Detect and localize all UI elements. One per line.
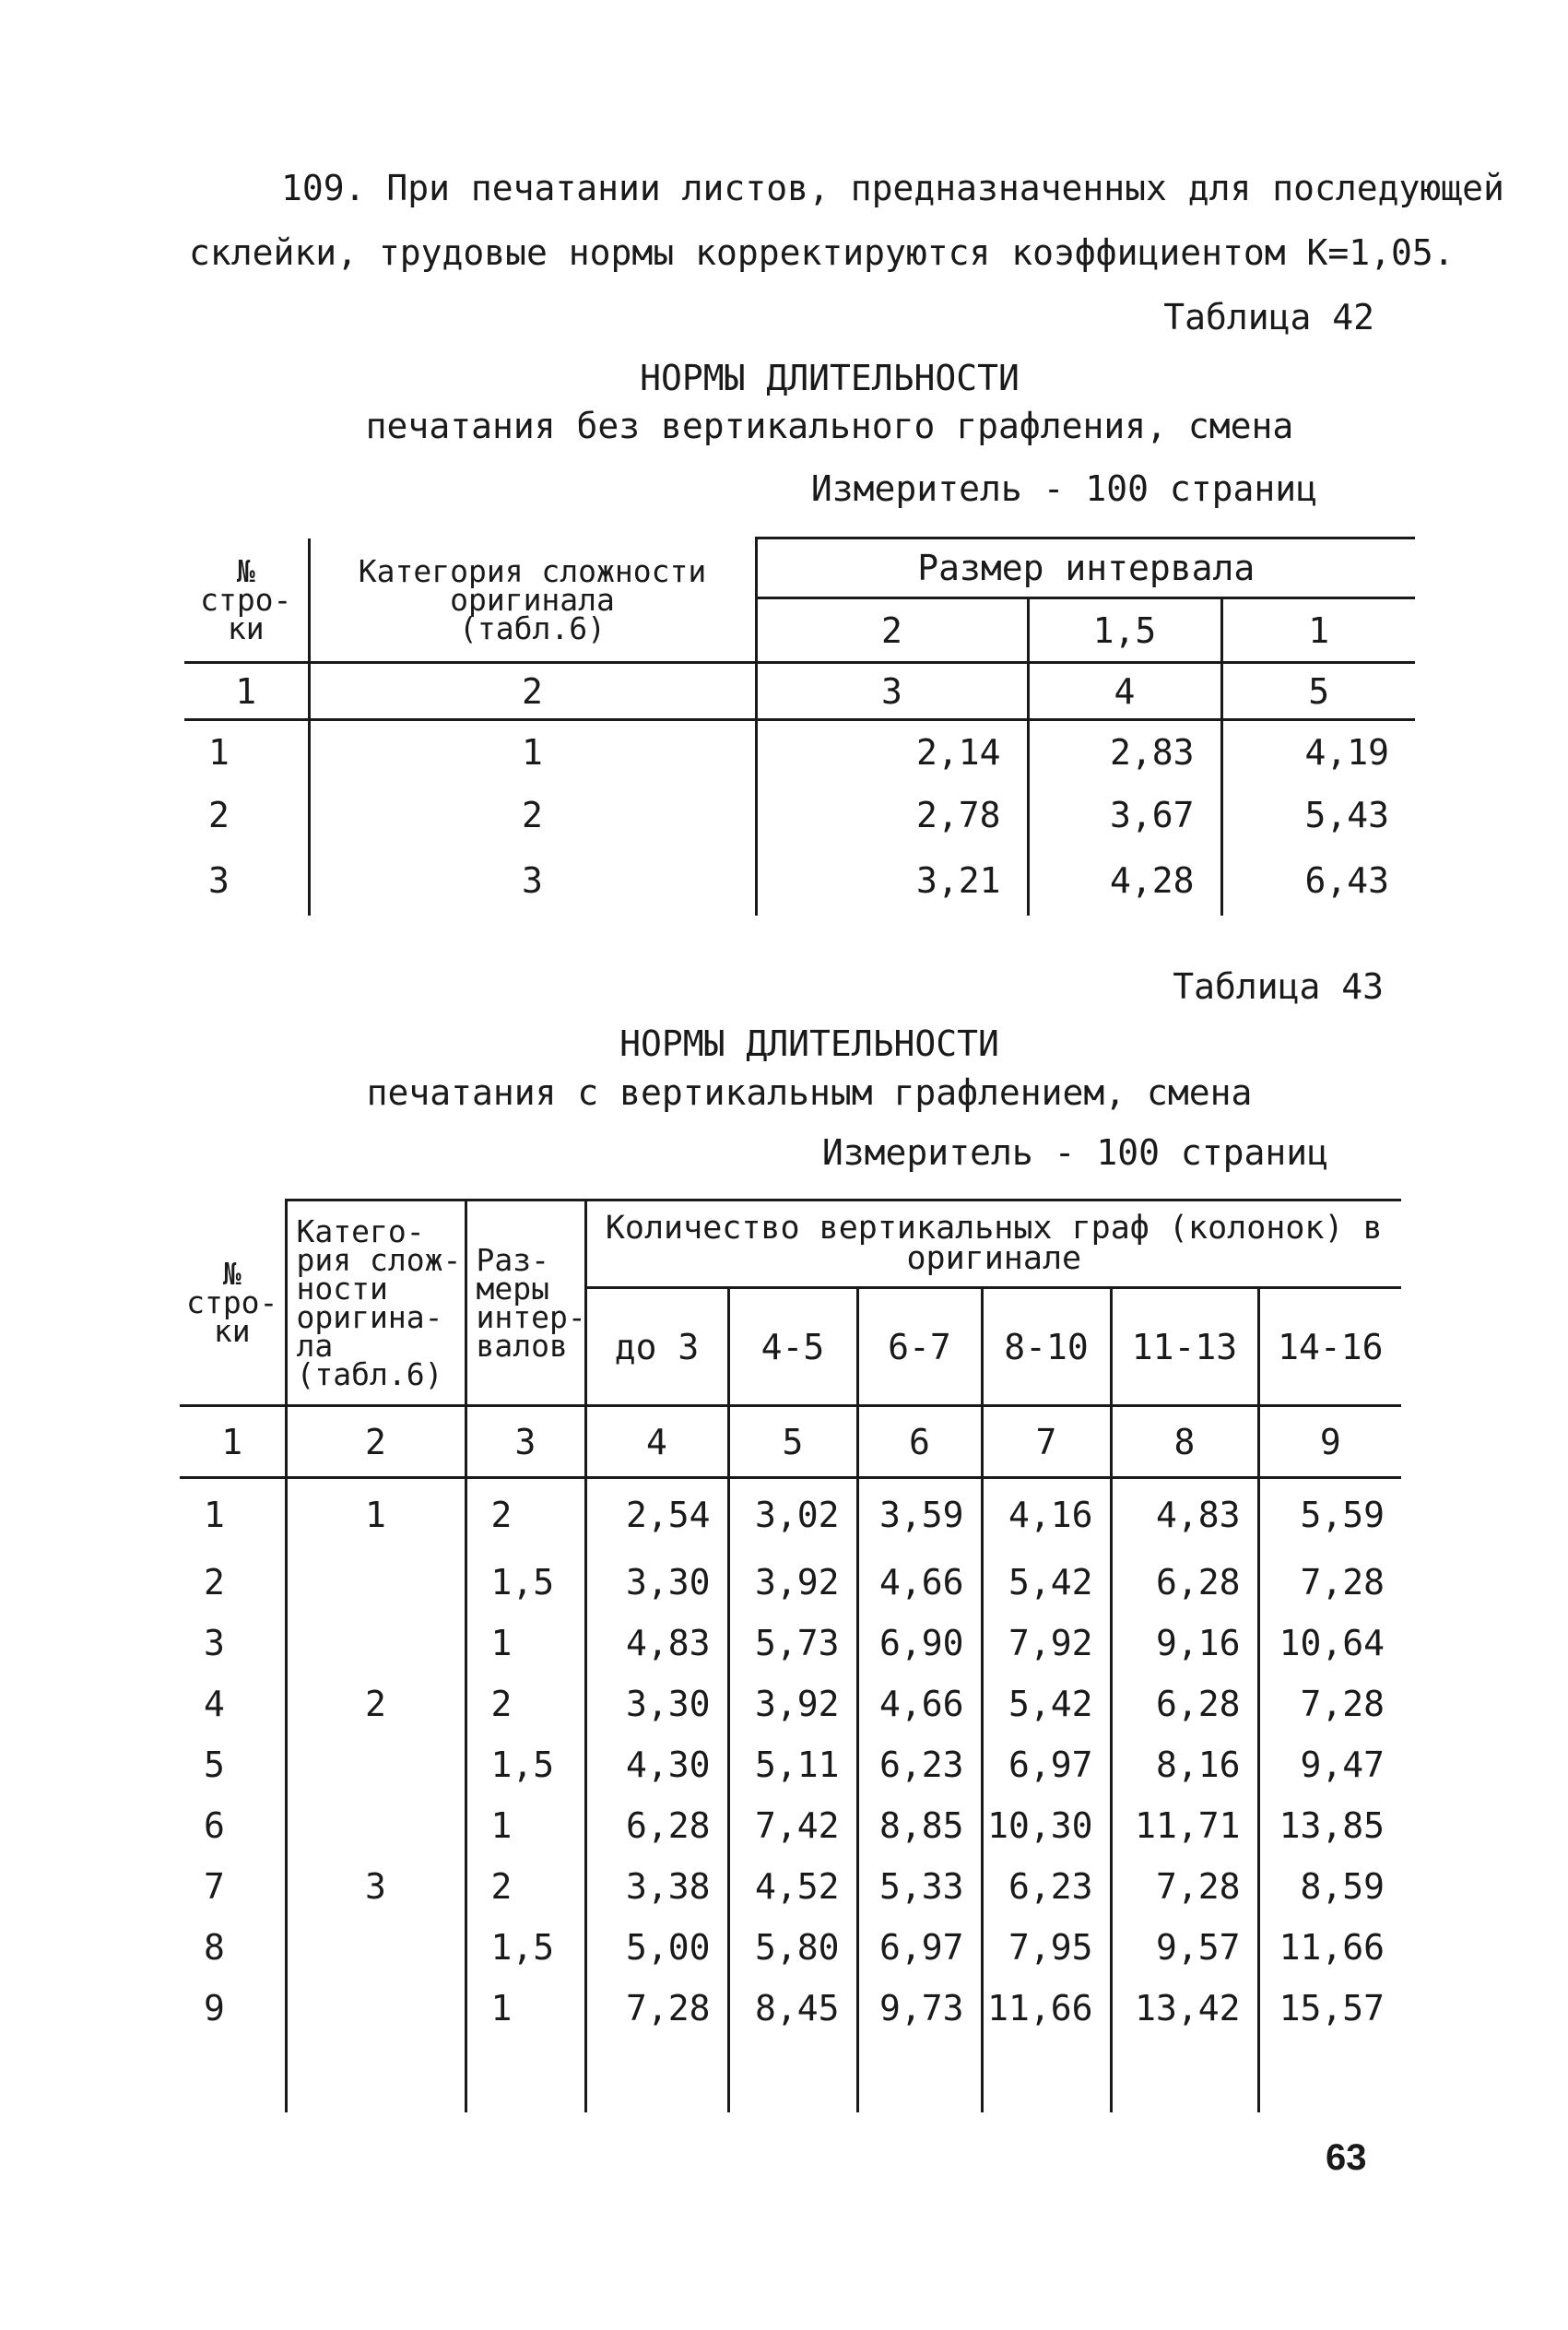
table43-col-number: 5 xyxy=(728,1406,857,1478)
table-row xyxy=(180,1795,1401,1856)
table43-cell xyxy=(286,1734,466,1795)
table43-cell: 4,30 xyxy=(585,1734,728,1795)
table43-cell: 5,59 xyxy=(1258,1478,1401,1552)
table42-header-interval-size: Размер интервала xyxy=(756,538,1415,598)
table43-cell: 2,54 xyxy=(585,1478,728,1552)
table-row xyxy=(180,1917,1401,1978)
table-row xyxy=(180,1552,1401,1613)
table43-cell: 3,30 xyxy=(585,1552,728,1613)
table42-sub-header: 1 xyxy=(1221,598,1415,663)
table42-label: Таблица 42 xyxy=(1163,297,1374,337)
table42 xyxy=(184,537,1415,916)
table43-cell: 4,66 xyxy=(857,1552,982,1613)
table43-cell: 6,90 xyxy=(857,1613,982,1674)
table43-cell: 4,16 xyxy=(982,1478,1111,1552)
table43-cell: 4 xyxy=(204,1683,225,1724)
table-row xyxy=(184,846,1415,916)
table43-cell: 6,97 xyxy=(857,1917,982,1978)
table43-cell: 5,42 xyxy=(982,1674,1111,1734)
table43-cell: 3 xyxy=(204,1622,225,1663)
table43-cell: 8 xyxy=(204,1926,225,1968)
table43-cell: 2 xyxy=(466,1856,585,1917)
table43-cell: 15,57 xyxy=(1258,1978,1401,2039)
intro-line-1: 109. При печатании листов, предназначенных для последующей xyxy=(281,168,1504,208)
table43-cell: 5,80 xyxy=(728,1917,857,1978)
table43-cell: 13,42 xyxy=(1111,1978,1258,2039)
table-row xyxy=(180,1613,1401,1674)
table43-col-number: 3 xyxy=(466,1406,585,1478)
page-number: 63 xyxy=(1326,2137,1367,2178)
table43-sub-header: до 3 xyxy=(585,1288,728,1406)
table43-cell: 6,28 xyxy=(1111,1674,1258,1734)
table43-sub-header: 6-7 xyxy=(857,1288,982,1406)
table43-cell: 7,95 xyxy=(982,1917,1111,1978)
table-row xyxy=(180,1674,1401,1734)
table43-cell: 8,45 xyxy=(728,1978,857,2039)
table43-sub-header: 14-16 xyxy=(1258,1288,1401,1406)
table43-cell: 7,28 xyxy=(585,1978,728,2039)
table43-cell: 9,57 xyxy=(1111,1917,1258,1978)
table43-cell: 5 xyxy=(204,1744,225,1785)
table43-title: НОРМЫ ДЛИТЕЛЬНОСТИ xyxy=(619,1023,999,1064)
table43-cell: 1,5 xyxy=(466,1917,585,1978)
table43-cell: 5,42 xyxy=(982,1552,1111,1613)
table43-col-number: 1 xyxy=(180,1406,286,1478)
table43-cell: 1 xyxy=(466,1613,585,1674)
table43-cell: 7,92 xyxy=(982,1613,1111,1674)
table42-cell: 2 xyxy=(309,785,756,846)
table43-cell: 9 xyxy=(204,1987,225,2028)
table43-cell xyxy=(286,1917,466,1978)
table43-sub-header: 4-5 xyxy=(728,1288,857,1406)
table43-col-number: 6 xyxy=(857,1406,982,1478)
table42-cell: 2,14 xyxy=(756,720,1028,785)
table43-col-number: 2 xyxy=(286,1406,466,1478)
table43-header-row-no: № стро- ки xyxy=(186,1255,278,1349)
table43-cell: 11,66 xyxy=(1258,1917,1401,1978)
table43-header-category: Катего- рия слож- ности оригина- ла (табл.6) xyxy=(286,1200,466,1406)
table43-cell: 5,00 xyxy=(585,1917,728,1978)
table43-cell: 7,42 xyxy=(728,1795,857,1856)
table42-cell: 5,43 xyxy=(1221,785,1415,846)
table42-cell: 3,21 xyxy=(756,846,1028,916)
table43-trailing-space xyxy=(180,2039,1401,2112)
table42-sub-header: 2 xyxy=(756,598,1028,663)
table42-cell: 1 xyxy=(309,720,756,785)
table43-cell: 2 xyxy=(466,1478,585,1552)
table43-sub-header: 11-13 xyxy=(1111,1288,1258,1406)
table43-cell: 3,02 xyxy=(728,1478,857,1552)
table43-cell: 6,28 xyxy=(1111,1552,1258,1613)
table43-cell: 6,23 xyxy=(857,1734,982,1795)
table42-cell: 6,43 xyxy=(1221,846,1415,916)
table43-cell: 5,73 xyxy=(728,1613,857,1674)
table43-cell: 7 xyxy=(204,1865,225,1907)
table42-sub-header: 1,5 xyxy=(1028,598,1221,663)
table43 xyxy=(180,1199,1401,2112)
intro-line-2: склейки, трудовые нормы корректируются коэффициентом К=1,05. xyxy=(189,232,1455,273)
table43-cell: 5,33 xyxy=(857,1856,982,1917)
table43-cell: 1,5 xyxy=(466,1552,585,1613)
table42-cell: 4,19 xyxy=(1221,720,1415,785)
table43-col-number: 8 xyxy=(1111,1406,1258,1478)
table43-cell: 9,47 xyxy=(1258,1734,1401,1795)
table43-col-number: 9 xyxy=(1258,1406,1401,1478)
table43-sub-header: 8-10 xyxy=(982,1288,1111,1406)
table43-cell: 4,83 xyxy=(585,1613,728,1674)
table43-cell xyxy=(286,1978,466,2039)
table43-cell: 8,16 xyxy=(1111,1734,1258,1795)
table42-cell: 1 xyxy=(208,732,230,774)
table42-col-number: 2 xyxy=(309,663,756,720)
table43-cell: 4,52 xyxy=(728,1856,857,1917)
table43-cell: 10,64 xyxy=(1258,1613,1401,1674)
table43-cell: 3,30 xyxy=(585,1674,728,1734)
table43-cell: 1 xyxy=(466,1795,585,1856)
table43-header-intervals: Раз- меры интер- валов xyxy=(466,1200,585,1406)
table43-cell: 1,5 xyxy=(466,1734,585,1795)
table43-cell: 3,92 xyxy=(728,1674,857,1734)
table43-cell: 7,28 xyxy=(1258,1674,1401,1734)
table43-cell: 4,83 xyxy=(1111,1478,1258,1552)
table42-title: НОРМЫ ДЛИТЕЛЬНОСТИ xyxy=(640,358,1020,398)
table43-cell: 6 xyxy=(204,1804,225,1846)
table43-cell: 2 xyxy=(204,1561,225,1603)
table42-col-number: 5 xyxy=(1221,663,1415,720)
table43-cell: 11,71 xyxy=(1111,1795,1258,1856)
table42-cell: 2 xyxy=(208,795,230,835)
table43-cell: 5,11 xyxy=(728,1734,857,1795)
table42-cell: 3 xyxy=(309,846,756,916)
table42-subtitle: печатания без вертикального графления, смена xyxy=(365,406,1294,446)
table42-header-category: Категория сложности оригинала (табл.6) xyxy=(309,538,756,663)
table43-cell: 4,66 xyxy=(857,1674,982,1734)
table42-cell: 4,28 xyxy=(1028,846,1221,916)
table43-cell: 8,85 xyxy=(857,1795,982,1856)
table43-cell: 9,16 xyxy=(1111,1613,1258,1674)
table43-cell: 13,85 xyxy=(1258,1795,1401,1856)
table43-cell: 1 xyxy=(466,1978,585,2039)
table43-cell xyxy=(286,1795,466,1856)
table42-header-row-no: № стро- ки xyxy=(200,552,292,646)
table43-cell: 8,59 xyxy=(1258,1856,1401,1917)
table42-column-numbers xyxy=(184,663,1415,720)
table43-cell: 6,23 xyxy=(982,1856,1111,1917)
table42-cell: 3,67 xyxy=(1028,785,1221,846)
table-row xyxy=(184,720,1415,785)
table43-cell: 1 xyxy=(286,1478,466,1552)
table42-cell: 2,83 xyxy=(1028,720,1221,785)
table43-cell xyxy=(286,1613,466,1674)
table43-cell: 3,38 xyxy=(585,1856,728,1917)
table43-cell: 3,59 xyxy=(857,1478,982,1552)
table-row xyxy=(184,785,1415,846)
table43-subtitle: печатания с вертикальным графлением, смена xyxy=(366,1072,1253,1113)
table43-cell: 2 xyxy=(286,1674,466,1734)
table42-col-number: 3 xyxy=(756,663,1028,720)
table43-cell: 7,28 xyxy=(1111,1856,1258,1917)
table42-col-number: 1 xyxy=(184,663,309,720)
table-row xyxy=(180,1478,1401,1552)
table43-cell: 3,92 xyxy=(728,1552,857,1613)
table-row xyxy=(180,1978,1401,2039)
table42-col-number: 4 xyxy=(1028,663,1221,720)
table42-cell: 2,78 xyxy=(756,785,1028,846)
table43-measure: Измеритель - 100 страниц xyxy=(821,1132,1328,1173)
table42-measure: Измеритель - 100 страниц xyxy=(810,468,1317,509)
table43-cell: 3 xyxy=(286,1856,466,1917)
table43-cell: 6,97 xyxy=(982,1734,1111,1795)
table43-cell: 6,28 xyxy=(585,1795,728,1856)
table43-col-number: 7 xyxy=(982,1406,1111,1478)
table43-column-numbers xyxy=(180,1406,1401,1478)
table43-cell: 10,30 xyxy=(982,1795,1111,1856)
table-row xyxy=(180,1856,1401,1917)
table43-label: Таблица 43 xyxy=(1173,966,1384,1007)
table43-cell: 11,66 xyxy=(982,1978,1111,2039)
table43-col-number: 4 xyxy=(585,1406,728,1478)
table43-cell: 9,73 xyxy=(857,1978,982,2039)
table43-cell: 2 xyxy=(466,1674,585,1734)
table43-cell: 1 xyxy=(204,1495,225,1536)
table-row xyxy=(180,1734,1401,1795)
table42-cell: 3 xyxy=(208,860,230,901)
table43-cell xyxy=(286,1552,466,1613)
table43-cell: 7,28 xyxy=(1258,1552,1401,1613)
table43-header-columns-count: Количество вертикальных граф (колонок) в оригинале xyxy=(585,1200,1401,1288)
